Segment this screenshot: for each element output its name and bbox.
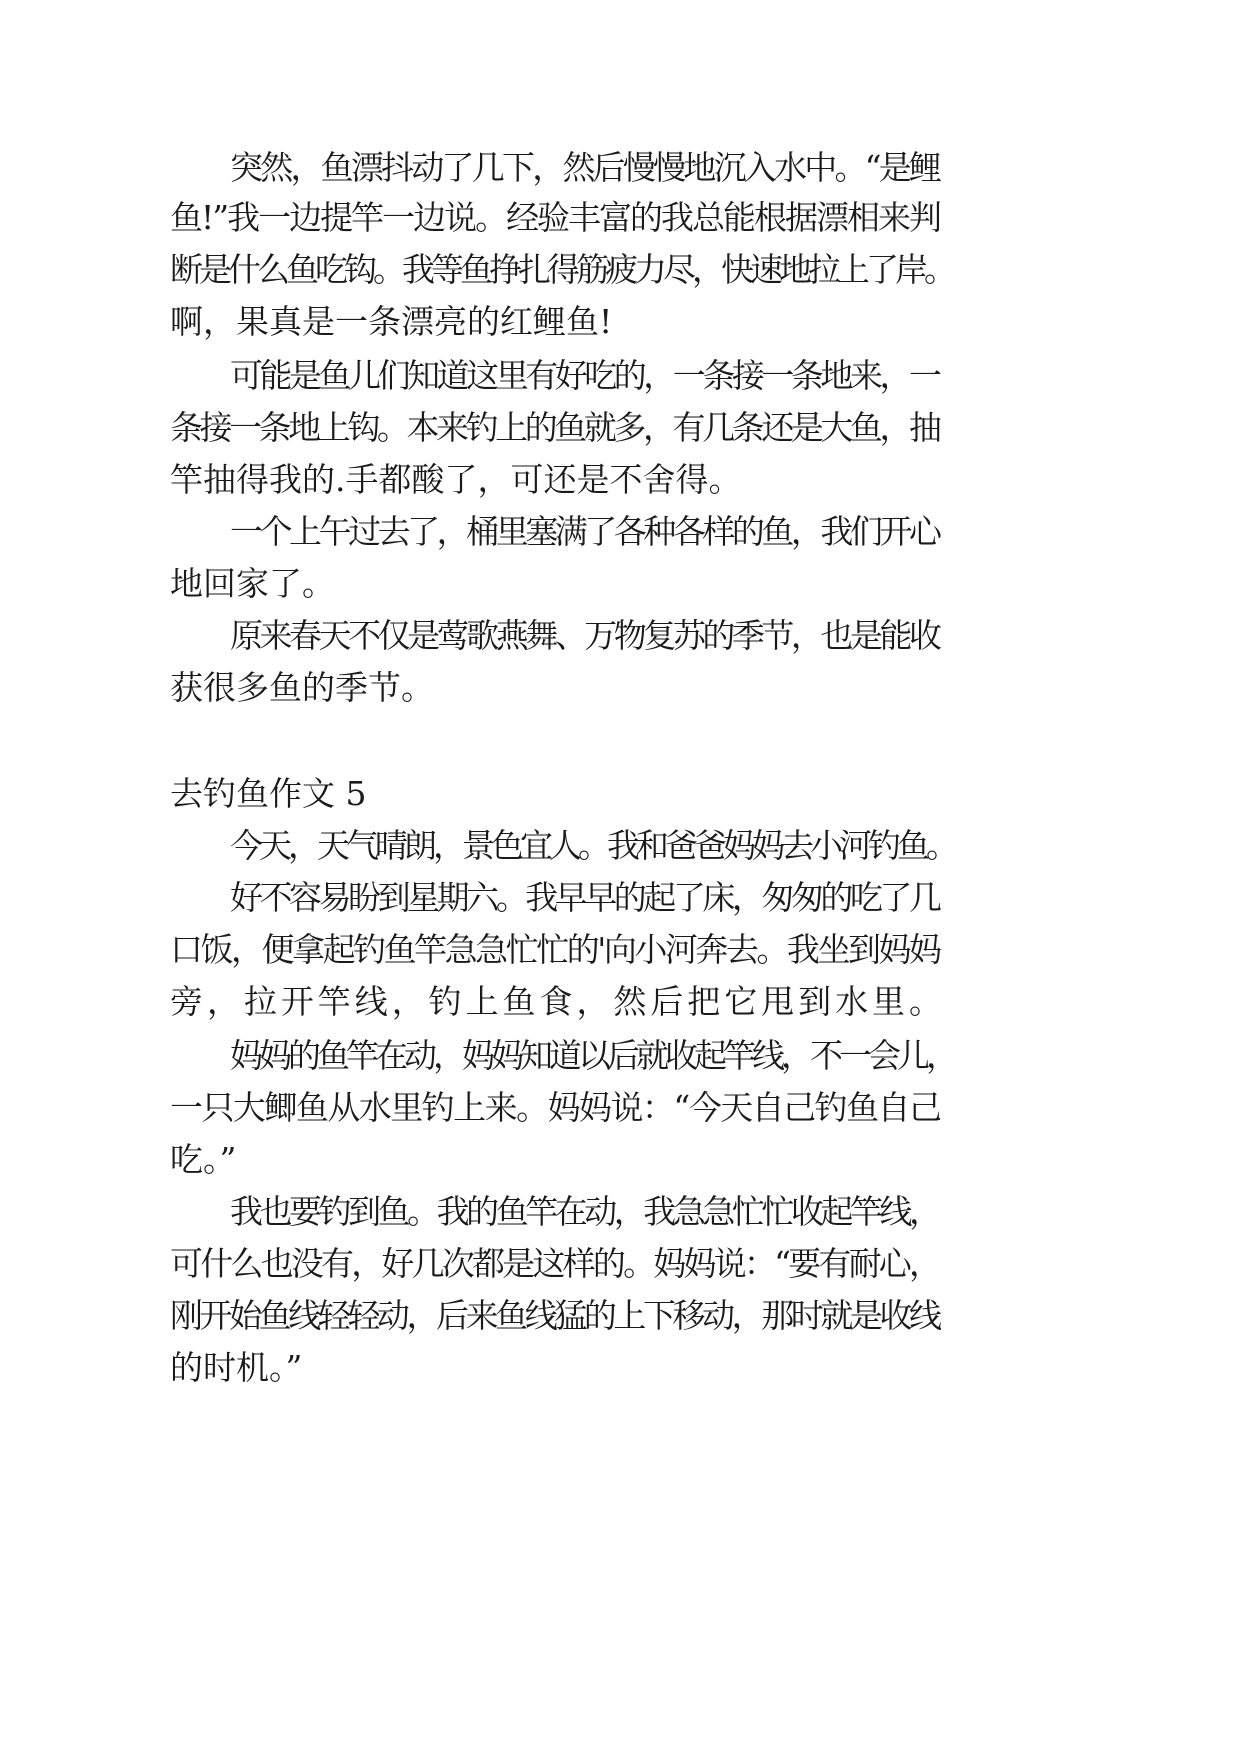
text-line: 好不容易盼到星期六。我早早的起了床，匆匆的吃了几 (230, 878, 939, 917)
text-line: 竿抽得我的.手都酸了，可还是不舍得。 (170, 460, 742, 499)
text-line: 今天，天气晴朗，景色宜人。我和爸爸妈妈去小河钓鱼。 (230, 826, 955, 865)
text-line: 原来春天不仅是莺歌燕舞、万物复苏的季节，也是能收 (230, 616, 939, 655)
text-line: 断是什么鱼吃钩。我等鱼挣扎得筋疲力尽，快速地拉上了岸。 (170, 250, 953, 289)
text-line: 可能是鱼儿们知道这里有好吃的，一条接一条地来，一 (230, 356, 939, 395)
text-line: 我也要钓到鱼。我的鱼竿在动，我急急忙忙收起竿线， (230, 1192, 939, 1231)
text-line: 可什么也没有，好几次都是这样的。妈妈说：“要有耐心， (170, 1244, 940, 1283)
text-line: 刚开始鱼线轻轻动，后来鱼线猛的上下移动，那时就是收线 (170, 1296, 939, 1335)
text-line: 的时机。” (170, 1348, 303, 1387)
text-line: 口饭，便拿起钓鱼竿急急忙忙的'向小河奔去。我坐到妈妈 (170, 930, 940, 969)
text-line: 获很多鱼的季节。 (170, 668, 434, 707)
text-line: 吃。” (170, 1140, 237, 1179)
text-line: 地回家了。 (170, 564, 335, 603)
text-line: 一只大鲫鱼从水里钓上来。妈妈说：“今天自己钓鱼自己 (170, 1088, 941, 1127)
text-line: 啊，果真是一条漂亮的红鲤鱼! (170, 302, 613, 341)
text-line: 突然，鱼漂抖动了几下，然后慢慢地沉入水中。“是鲤 (230, 148, 940, 187)
text-line: 条接一条地上钩。本来钓上的鱼就多，有几条还是大鱼，抽 (170, 408, 939, 447)
section-title: 去钓鱼作文 5 (170, 774, 367, 813)
text-line: 旁，拉开竿线，钓上鱼食，然后把它甩到水里。 (170, 982, 946, 1021)
text-line: 鱼!”我一边提竿一边说。经验丰富的我总能根据漂相来判 (170, 198, 940, 237)
text-line: 一个上午过去了，桶里塞满了各种各样的鱼，我们开心 (230, 512, 939, 551)
text-line: 妈妈的鱼竿在动，妈妈知道以后就收起竿线，不一会儿， (230, 1036, 955, 1075)
